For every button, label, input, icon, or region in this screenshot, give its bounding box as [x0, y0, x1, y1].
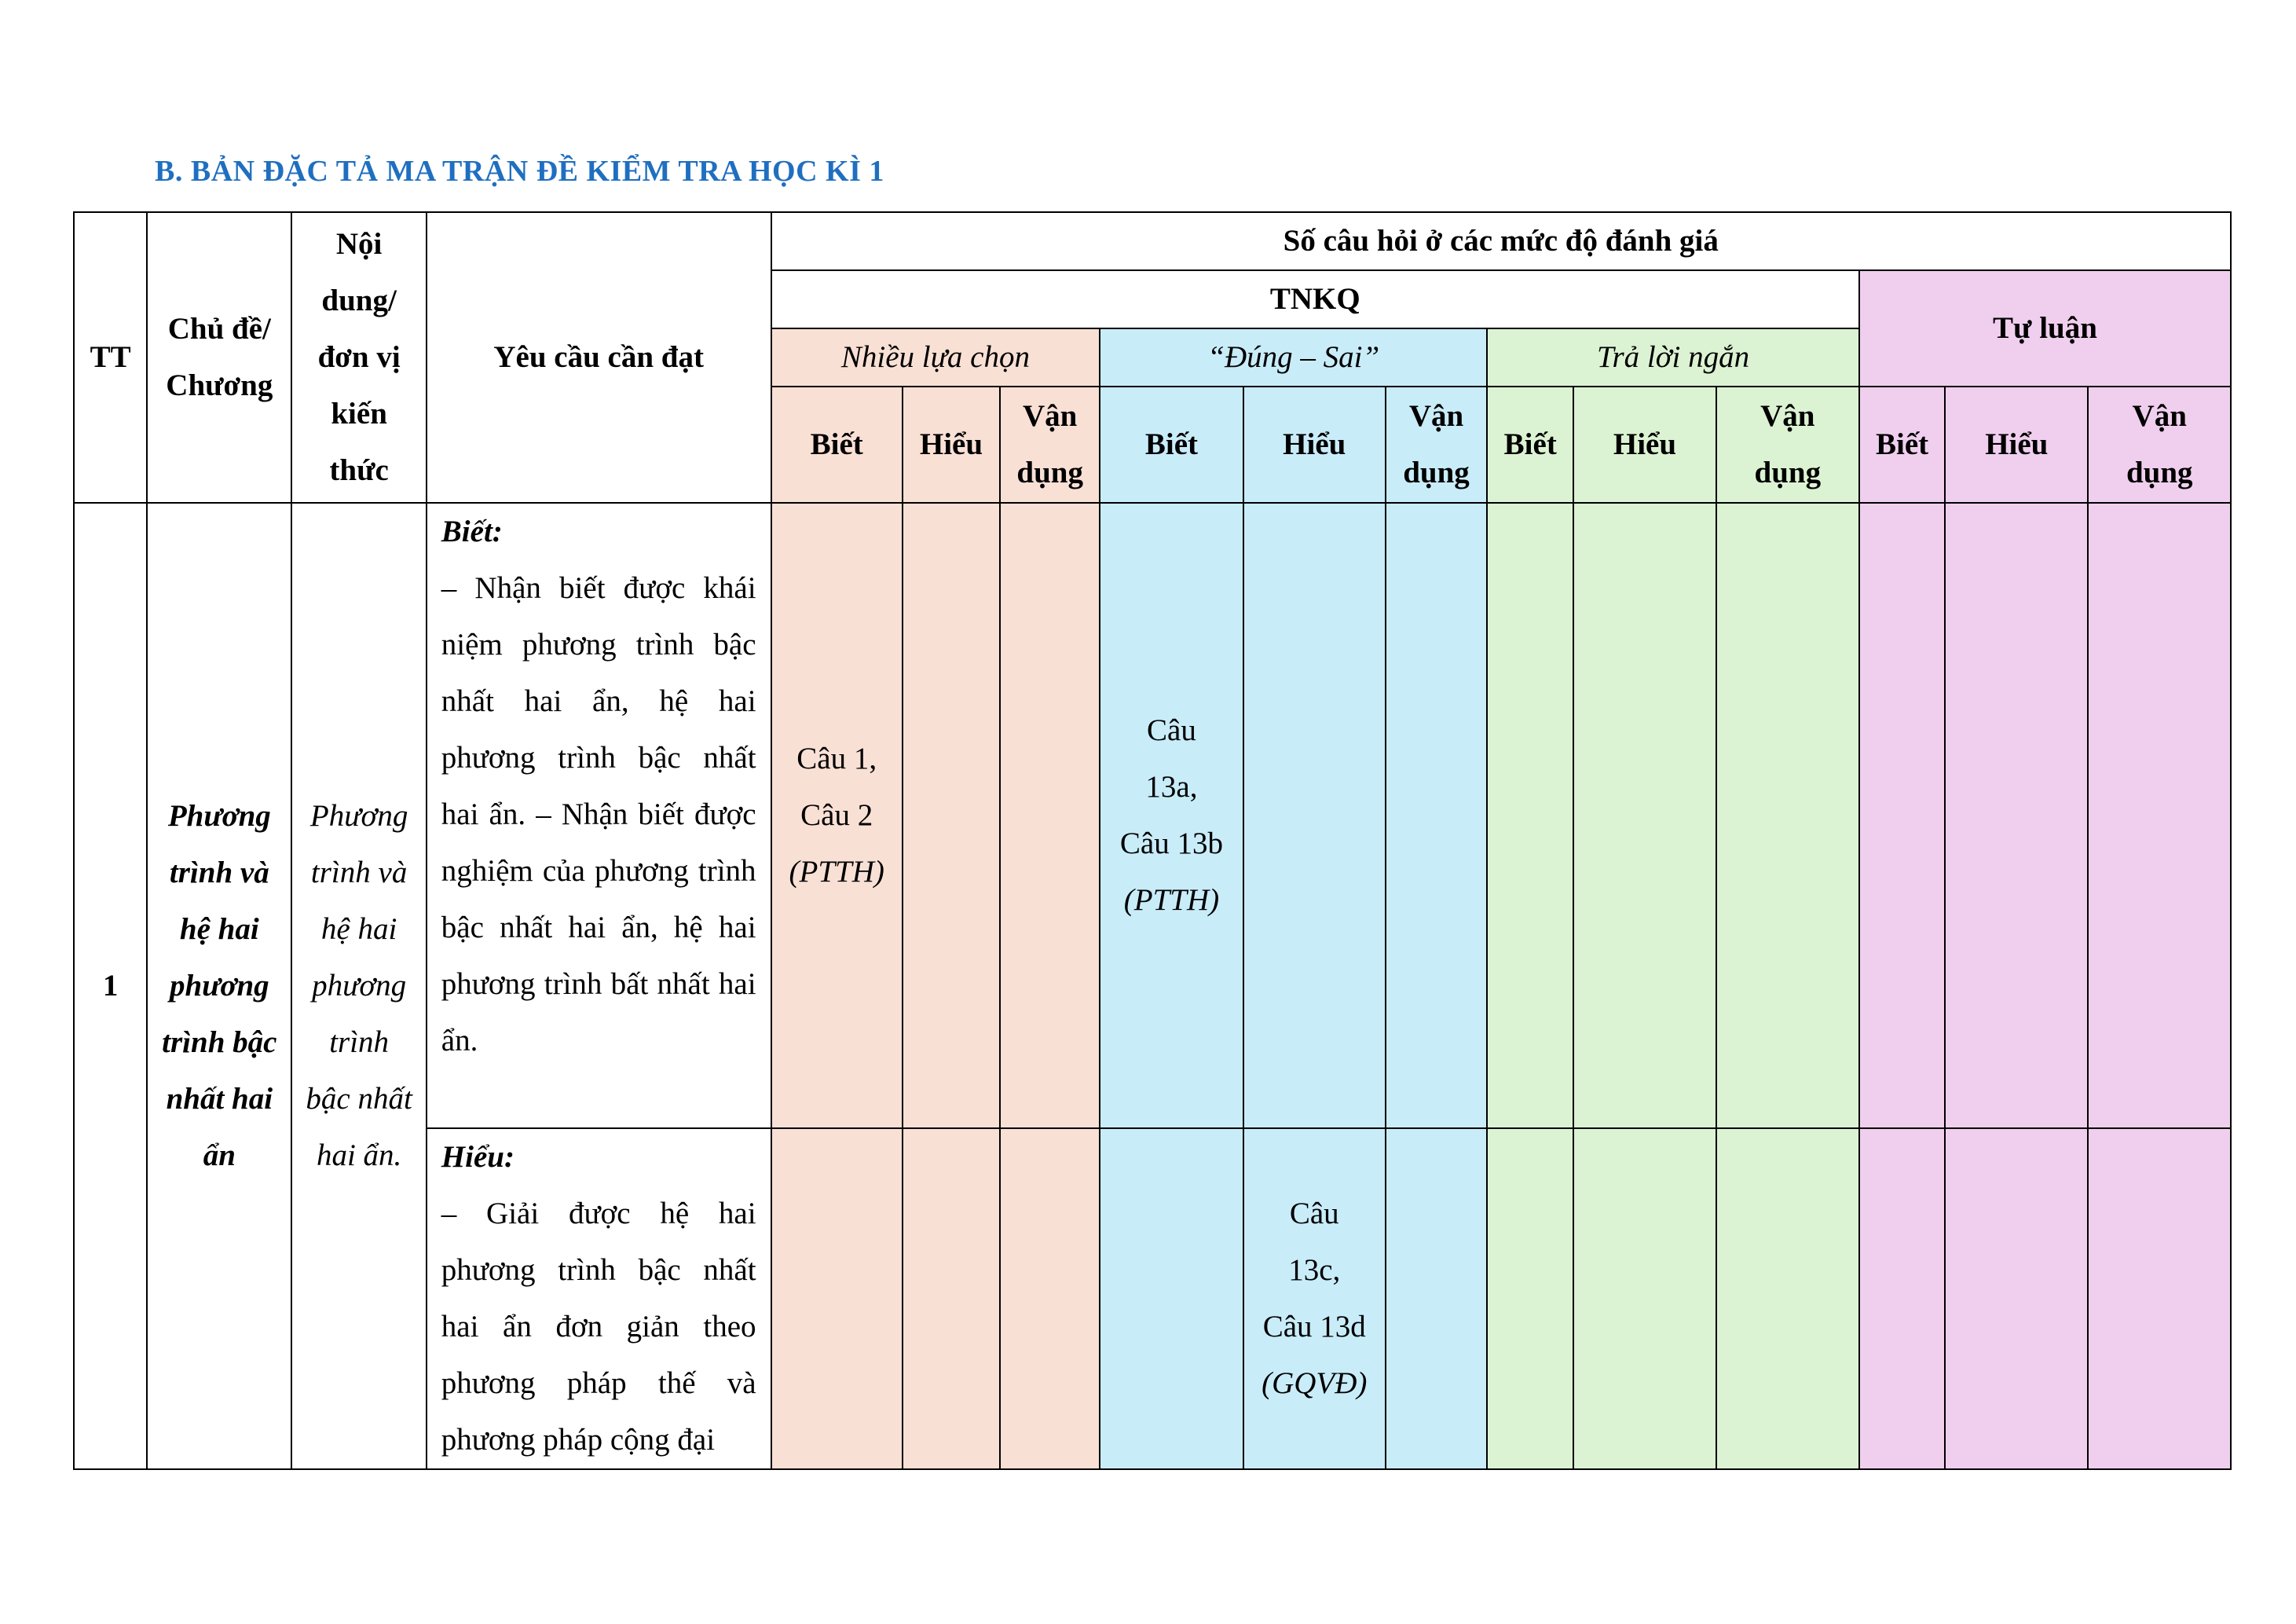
tf-apply-cell	[1386, 503, 1487, 1128]
tf-know-line-3: Câu 13b	[1119, 827, 1223, 860]
table-row	[74, 503, 2231, 1128]
mc-apply-header	[1000, 387, 1100, 503]
mc-know-line-2: Câu 2	[800, 798, 873, 832]
row-tt: 1	[74, 503, 147, 1469]
page-title: B. BẢN ĐẶC TẢ MA TRẬN ĐỀ KIỂM TRA HỌC KÌ 1	[155, 155, 884, 188]
requirement-know-level: Biết:	[441, 515, 503, 548]
mc-apply-cell	[1000, 503, 1100, 1128]
sa-apply-header	[1716, 387, 1859, 503]
row-content-text: Phương trình và hệ hai phương trình bậc nhất hai ẩn.	[306, 799, 412, 1172]
sa-know-cell-2	[1487, 1128, 1573, 1469]
header-tnkq: TNKQ	[771, 270, 1859, 328]
mc-know-competency: (PTTH)	[789, 855, 884, 889]
tf-understand-line-3: Câu 13d	[1262, 1310, 1366, 1344]
row-topic	[147, 503, 291, 1469]
mc-apply-cell-2	[1000, 1128, 1100, 1469]
essay-understand-header: Hiểu	[1945, 387, 2088, 503]
tf-know-header: Biết	[1100, 387, 1243, 503]
mc-understand-cell-2	[903, 1128, 1000, 1469]
essay-apply-header	[2088, 387, 2231, 503]
sa-apply-cell	[1716, 503, 1859, 1128]
sa-know-header: Biết	[1487, 387, 1573, 503]
header-content	[291, 212, 426, 503]
sa-know-cell	[1487, 503, 1573, 1128]
tf-know-cell	[1100, 503, 1243, 1128]
essay-know-header: Biết	[1859, 387, 1945, 503]
essay-apply-cell	[2088, 503, 2231, 1128]
header-row-1	[74, 212, 2231, 270]
header-short-answer: Trả lời ngắn	[1487, 328, 1859, 387]
essay-know-cell-2	[1859, 1128, 1945, 1469]
tf-understand-line-1: Câu	[1289, 1197, 1339, 1230]
essay-understand-cell	[1945, 503, 2088, 1128]
row-topic-text: Phương trình và hệ hai phương trình bậc nhất hai ẩn	[162, 799, 277, 1172]
essay-apply-label: Vận dụng	[2126, 399, 2193, 489]
tf-apply-cell-2	[1386, 1128, 1487, 1469]
essay-understand-cell-2	[1945, 1128, 2088, 1469]
sa-understand-header: Hiểu	[1573, 387, 1716, 503]
header-essay: Tự luận	[1859, 270, 2231, 387]
requirement-know-text: – Nhận biết được khái niệm phương trình bậc nhất hai ẩn, hệ hai phương trình bậc nhất hai ẩn. – Nhận biết được nghiệm của phương trình bậc nhất hai ẩn, hệ hai phương trình bất nhất hai ẩn.	[441, 571, 756, 1058]
tf-know-competency: (PTTH)	[1123, 883, 1220, 917]
sa-apply-cell-2	[1716, 1128, 1859, 1469]
tf-understand-cell	[1243, 503, 1386, 1128]
tf-understand-cell-2	[1243, 1128, 1386, 1469]
requirement-know	[427, 503, 771, 1128]
requirement-understand-text: – Giải được hệ hai phương trình bậc nhất hai ẩn đơn giản theo phương pháp thế và phương pháp cộng đại	[441, 1197, 756, 1457]
mc-know-cell-2	[771, 1128, 903, 1469]
mc-know-cell	[771, 503, 903, 1128]
assessment-matrix-table	[73, 211, 2232, 1470]
sa-understand-cell	[1573, 503, 1716, 1128]
mc-know-header: Biết	[771, 387, 903, 503]
mc-know-line-1: Câu 1,	[796, 742, 877, 775]
tf-understand-competency: (GQVĐ)	[1262, 1366, 1368, 1400]
row-content	[291, 503, 426, 1469]
tf-understand-header: Hiểu	[1243, 387, 1386, 503]
tf-apply-header	[1386, 387, 1487, 503]
mc-apply-label: Vận dụng	[1016, 399, 1083, 489]
mc-understand-cell	[903, 503, 1000, 1128]
header-tt: TT	[74, 212, 147, 503]
tf-apply-label: Vận dụng	[1403, 399, 1470, 489]
header-true-false: “Đúng – Sai”	[1100, 328, 1487, 387]
tf-know-line-1: Câu	[1147, 713, 1196, 747]
requirement-understand	[427, 1128, 771, 1469]
header-requirement: Yêu cầu cần đạt	[427, 212, 771, 503]
requirement-understand-level: Hiểu:	[441, 1140, 514, 1174]
header-content-label: Nội dung/ đơn vị kiến thức	[317, 227, 401, 487]
header-topic-label: Chủ đề/ Chương	[166, 312, 273, 402]
essay-know-cell	[1859, 503, 1945, 1128]
header-multiple-choice: Nhiều lựa chọn	[771, 328, 1100, 387]
mc-understand-header: Hiểu	[903, 387, 1000, 503]
tf-know-line-2: 13a,	[1145, 770, 1198, 804]
essay-apply-cell-2	[2088, 1128, 2231, 1469]
sa-apply-label: Vận dụng	[1754, 399, 1822, 489]
tf-understand-line-2: 13c,	[1288, 1253, 1341, 1287]
sa-understand-cell-2	[1573, 1128, 1716, 1469]
header-levels-group: Số câu hỏi ở các mức độ đánh giá	[771, 212, 2231, 270]
header-topic	[147, 212, 291, 503]
tf-know-cell-2	[1100, 1128, 1243, 1469]
